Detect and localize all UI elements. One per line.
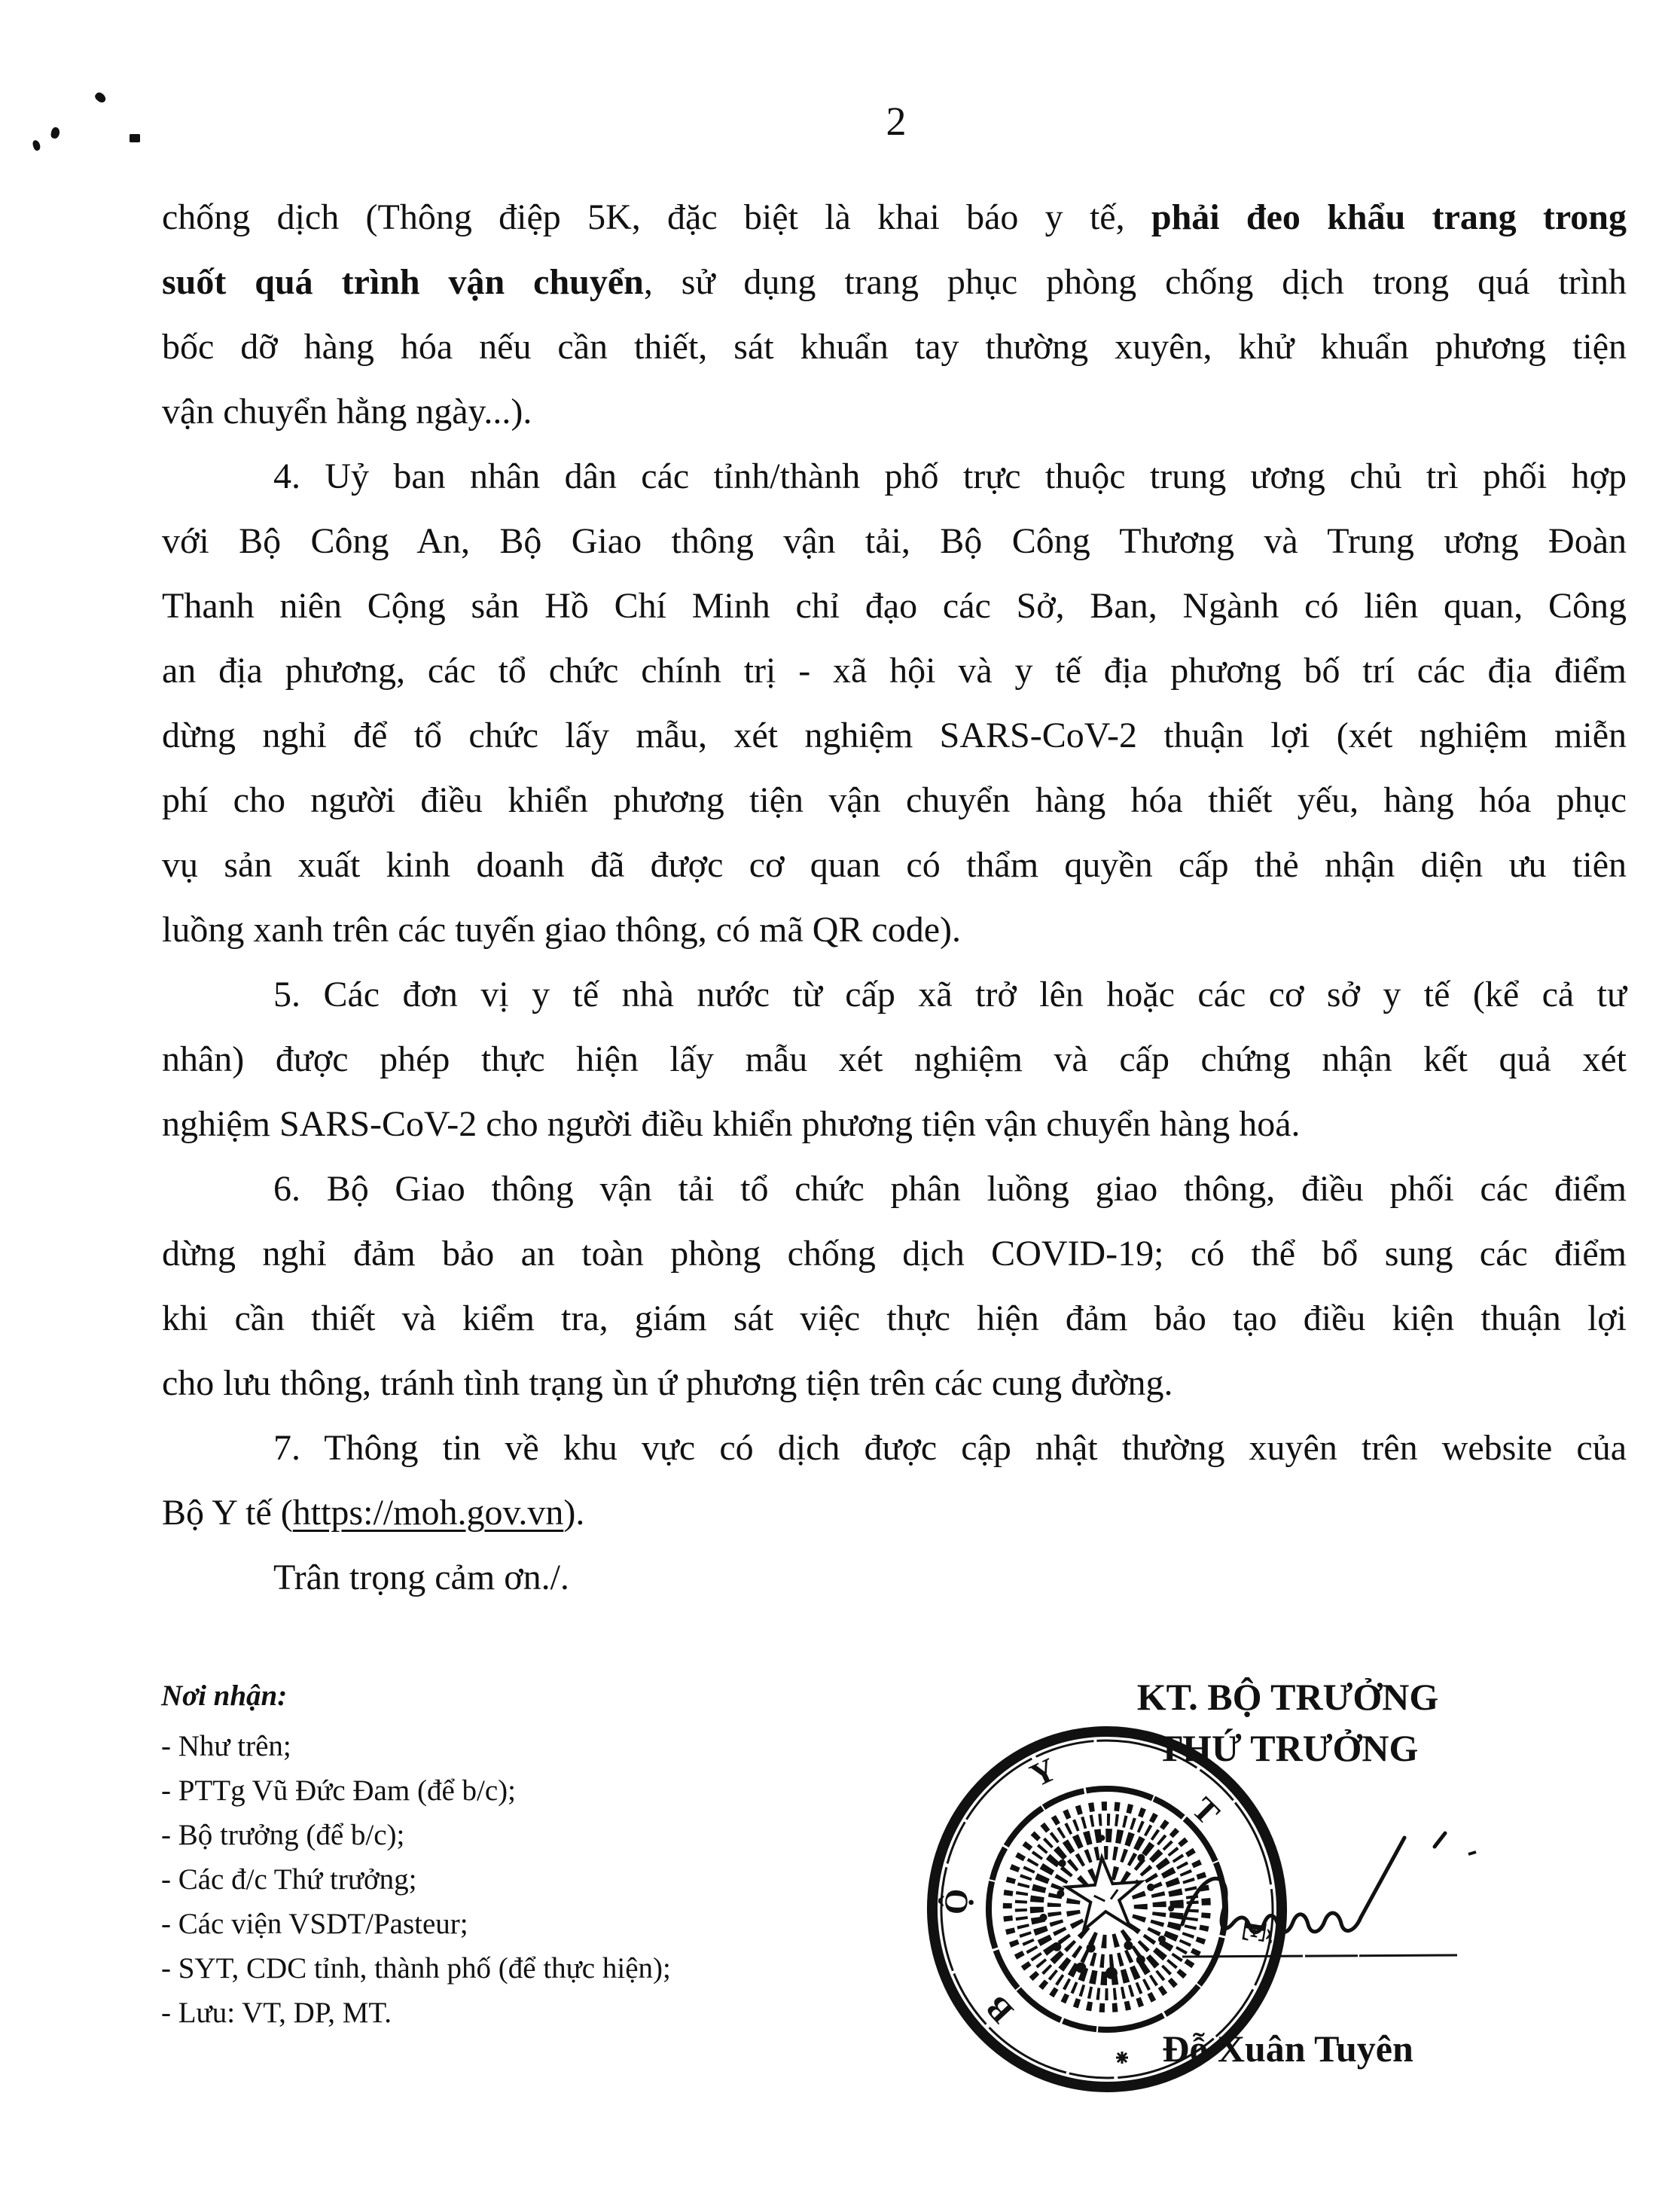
text-run: dừng nghỉ để tổ chức lấy mẫu, xét nghiệm SARS-CoV-2 thuận lợi (xét nghiệm miễn — [162, 715, 1627, 755]
text-run: bốc dỡ hàng hóa nếu cần thiết, sát khuẩn tay thường xuyên, khử khuẩn phương tiện — [162, 327, 1627, 367]
ink-speck — [93, 90, 108, 104]
text-run: Bộ Y tế ( — [162, 1493, 293, 1533]
text-run: an địa phương, các tổ chức chính trị - xã hội và y tế địa phương bố trí các địa điểm — [162, 651, 1627, 691]
body-line — [162, 185, 1627, 250]
body-line — [162, 703, 1627, 768]
text-run: 5. Các đơn vị y tế nhà nước từ cấp xã trở lên hoặc các cơ sở y tế (kể cả tư — [273, 975, 1627, 1014]
body-line — [162, 833, 1627, 898]
text-run: Thanh niên Cộng sản Hồ Chí Minh chỉ đạo các Sở, Ban, Ngành có liên quan, Công — [162, 586, 1627, 626]
moh-website-link[interactable]: https://moh.gov.vn — [292, 1493, 564, 1533]
body-line — [162, 509, 1627, 574]
body-line — [162, 1351, 1627, 1416]
text-run: vụ sản xuất kinh doanh đã được cơ quan có thẩm quyền cấp thẻ nhận diện ưu tiên — [162, 845, 1627, 885]
body-line — [162, 963, 1627, 1027]
stamp-letter: T — [1185, 1789, 1227, 1832]
body-line — [162, 1222, 1627, 1286]
page-number: 2 — [886, 99, 907, 144]
text-run: phải đeo khẩu trang trong — [1151, 197, 1627, 237]
recipient-item: - Các viện VSDT/Pasteur; — [161, 1908, 468, 1940]
signer-name: Đỗ Xuân Tuyên — [1162, 2027, 1413, 2070]
recipients-block — [161, 1673, 839, 2035]
ink-speck — [32, 139, 41, 151]
text-run: dừng nghỉ đảm bảo an toàn phòng chống dịch COVID-19; có thể bổ sung các điểm — [162, 1234, 1627, 1274]
recipient-item: - Lưu: VT, DP, MT. — [161, 1997, 392, 2029]
body-line — [162, 315, 1627, 380]
text-run: khi cần thiết và kiểm tra, giám sát việc thực hiện đảm bảo tạo điều kiện thuận lợi — [162, 1298, 1627, 1338]
text-run: ). — [563, 1493, 585, 1533]
body-line — [162, 1092, 1627, 1157]
text-run: nghiệm SARS-CoV-2 cho người điều khiển phương tiện vận chuyển hàng hoá. — [162, 1104, 1301, 1144]
star-icon — [1065, 1855, 1144, 1931]
stamp-emblem-icon — [1001, 1799, 1213, 2015]
text-run: Trân trọng cảm ơn./. — [273, 1558, 569, 1597]
scan-line-artifact — [1182, 1955, 1457, 1957]
text-run: cho lưu thông, tránh tình trạng ùn ứ phương tiện trên các cung đường. — [162, 1363, 1173, 1403]
handwritten-signature — [1182, 1833, 1445, 1933]
document-body — [162, 185, 1627, 1610]
body-line — [162, 1416, 1627, 1481]
text-run: luồng xanh trên các tuyến giao thông, có mã QR code). — [162, 910, 962, 950]
body-line — [162, 380, 1627, 444]
recipient-item: - Các đ/c Thứ trưởng; — [161, 1863, 417, 1896]
text-run: vận chuyển hằng ngày...). — [162, 392, 532, 432]
body-line — [162, 768, 1627, 833]
text-run: nhân) được phép thực hiện lấy mẫu xét nghiệm và cấp chứng nhận kết quả xét — [162, 1039, 1627, 1079]
text-run: chống dịch (Thông điệp 5K, đặc biệt là khai báo y tế, — [162, 197, 1151, 237]
body-line — [162, 250, 1627, 315]
body-line — [162, 574, 1627, 639]
body-line — [162, 898, 1627, 963]
text-run: 4. Uỷ ban nhân dân các tỉnh/thành phố trực thuộc trung ương chủ trì phối hợp — [273, 456, 1627, 496]
text-run: phí cho người điều khiển phương tiện vận chuyển hàng hóa thiết yếu, hàng hóa phục — [162, 780, 1627, 820]
stamp-letter: B — [978, 1988, 1020, 2030]
body-line — [162, 1286, 1627, 1351]
text-run: 7. Thông tin về khu vực có dịch được cập nhật thường xuyên trên website của — [273, 1428, 1627, 1468]
recipient-item: - SYT, CDC tỉnh, thành phố (để thực hiện); — [161, 1952, 671, 1985]
body-line — [162, 1027, 1627, 1092]
recipient-item: - PTTg Vũ Đức Đam (để b/c); — [161, 1774, 516, 1807]
official-stamp — [911, 1717, 1657, 2212]
ink-speck — [130, 134, 140, 142]
signature-authority: KT. BỘ TRƯỞNG — [1136, 1676, 1439, 1718]
text-run: với Bộ Công An, Bộ Giao thông vận tải, Bộ Công Thương và Trung ương Đoàn — [162, 521, 1627, 561]
stamp-letter: Y — [1024, 1750, 1062, 1795]
body-line — [162, 1157, 1627, 1222]
body-line — [162, 444, 1627, 509]
recipients-title: Nơi nhận: — [161, 1680, 288, 1712]
signature-authority-block — [1054, 1673, 1521, 1771]
body-line — [162, 1545, 1627, 1610]
recipient-item: - Như trên; — [161, 1730, 291, 1762]
stamp-letter: Ộ — [937, 1887, 976, 1916]
text-run: 6. Bộ Giao thông vận tải tổ chức phân luồng giao thông, điều phối các điểm — [273, 1169, 1627, 1209]
text-run: , sử dụng trang phục phòng chống dịch trong quá trình — [643, 262, 1627, 302]
body-line — [162, 639, 1627, 703]
ink-speck — [50, 127, 60, 139]
text-run: suốt quá trình vận chuyển — [162, 262, 644, 302]
recipient-item: - Bộ trưởng (để b/c); — [161, 1819, 405, 1851]
signature-title: THỨ TRƯỞNG — [1157, 1727, 1419, 1769]
body-line — [162, 1481, 1627, 1545]
stamp-letter: Ế — [1234, 1918, 1275, 1946]
stamp-emblem-dots — [1034, 1830, 1179, 1984]
